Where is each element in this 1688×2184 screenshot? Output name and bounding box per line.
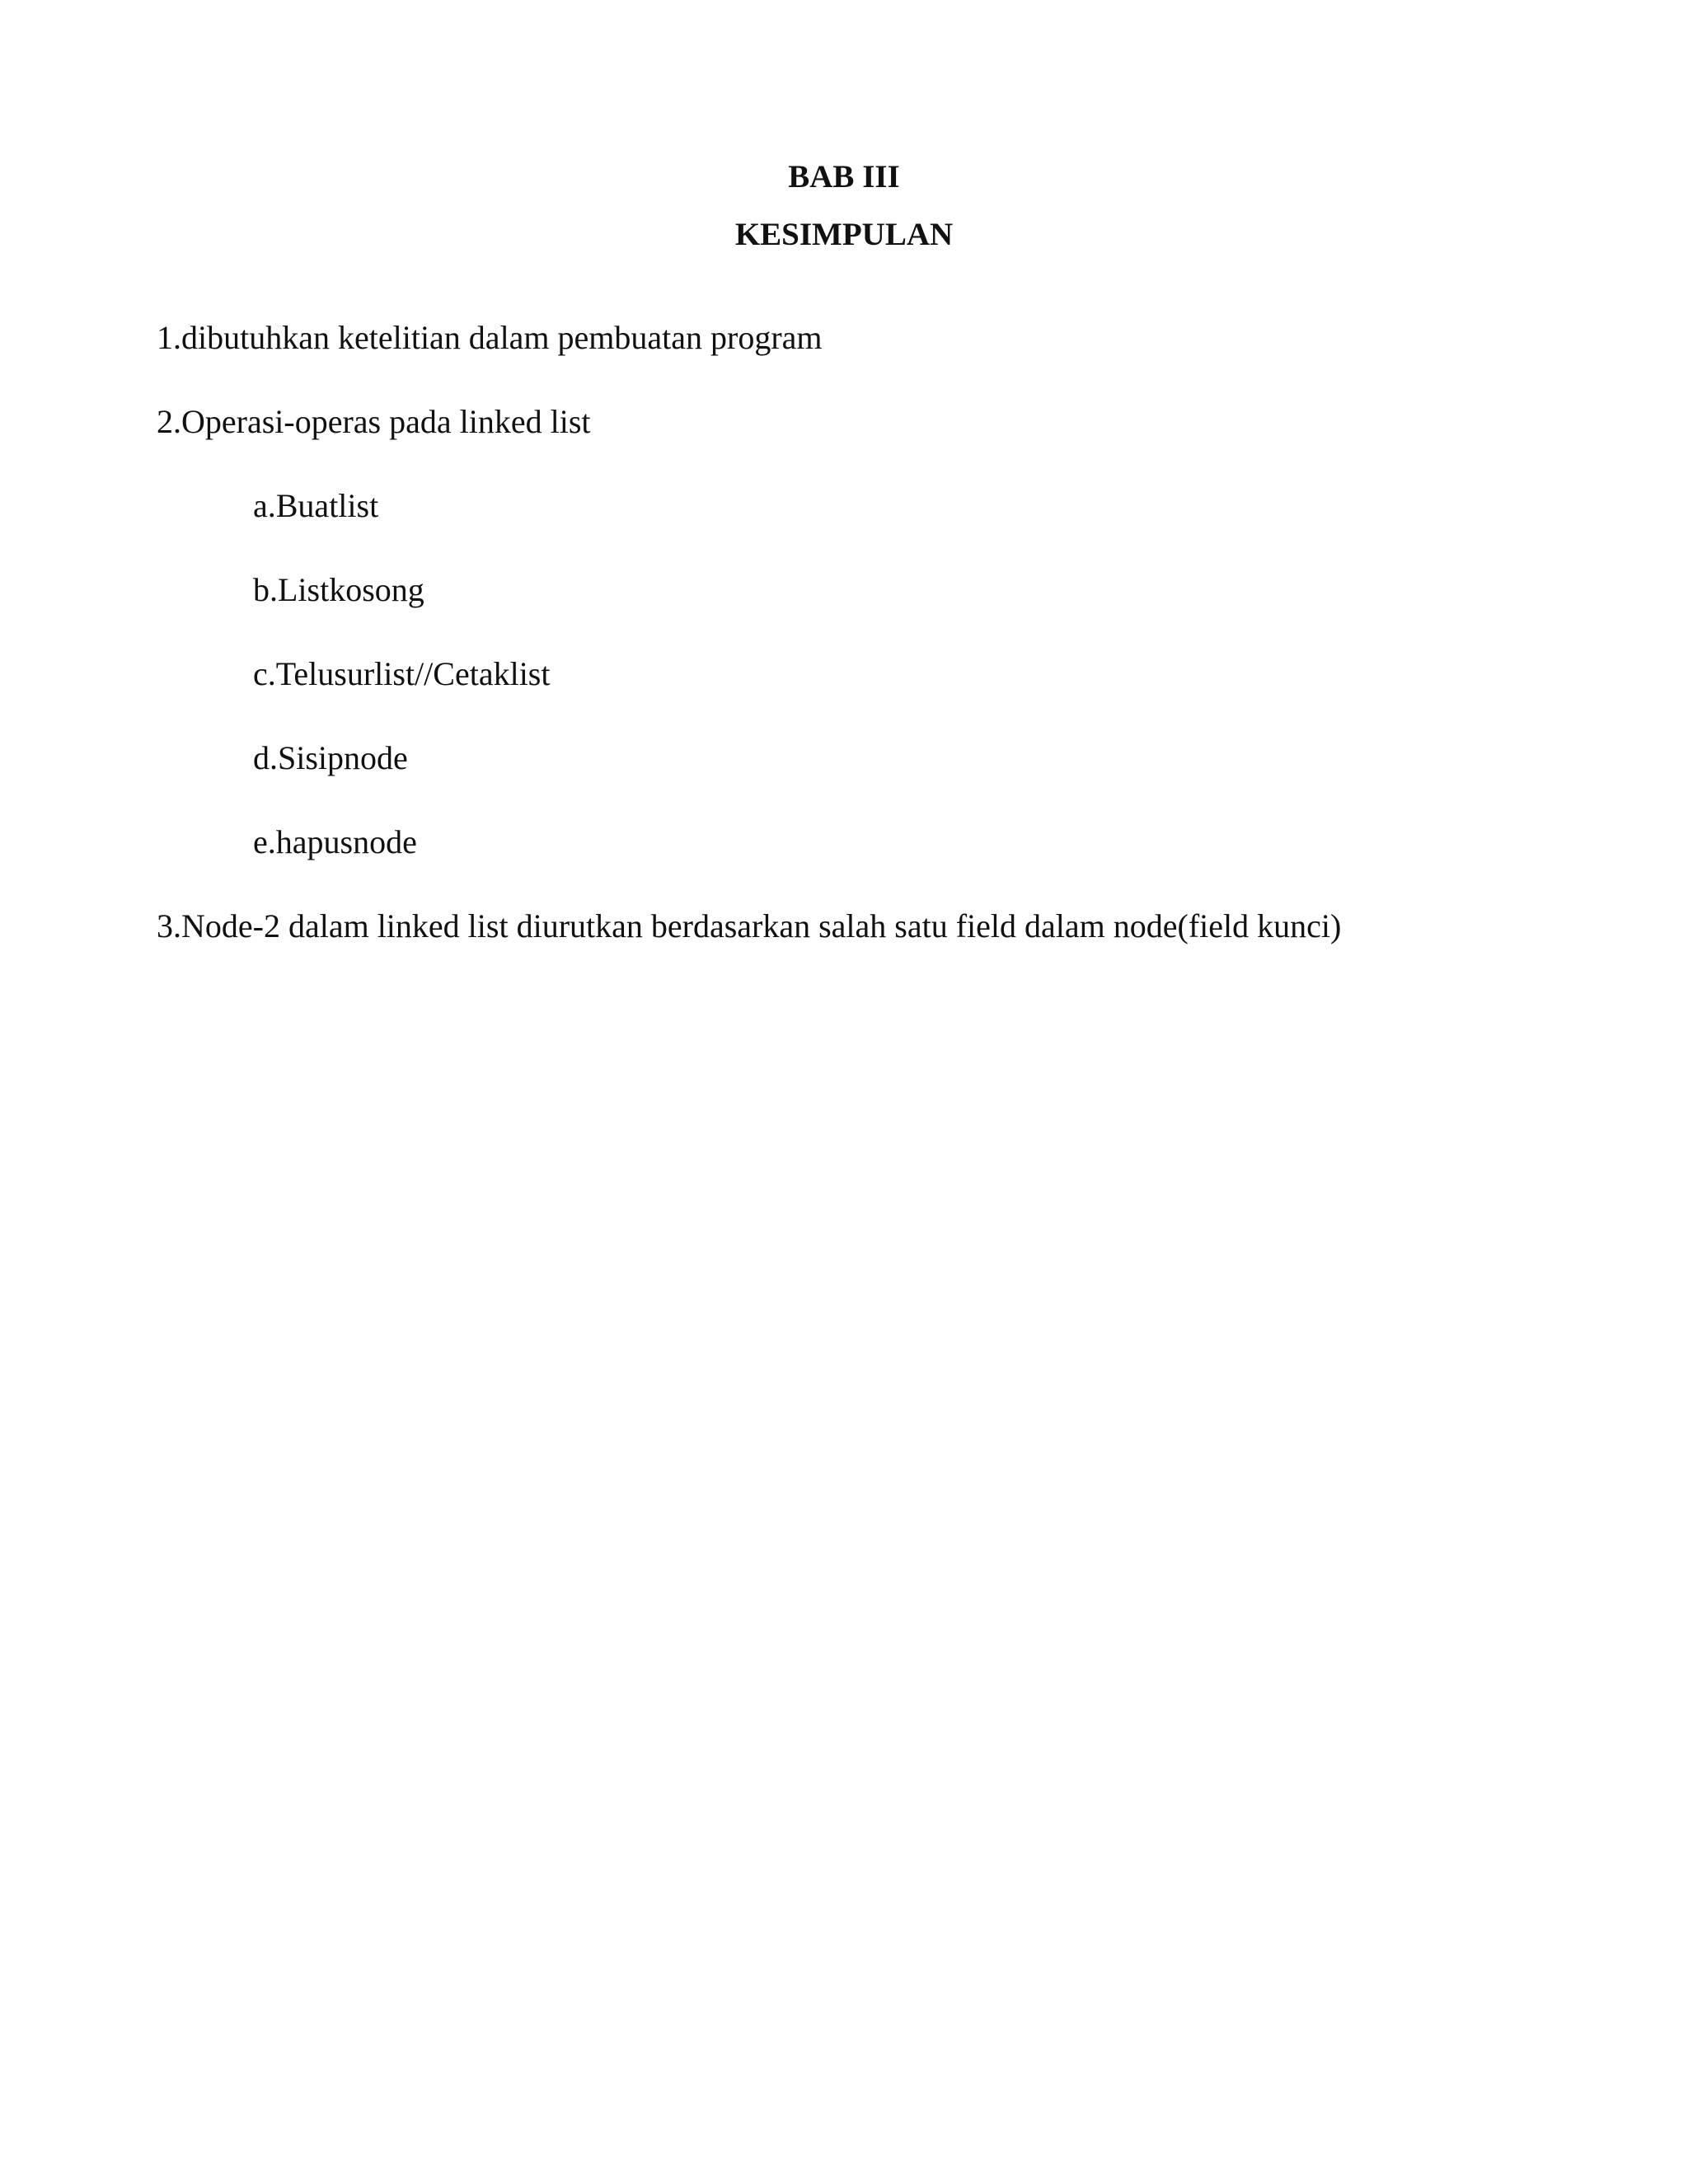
operation-item-telusurlist: c.Telusurlist//Cetaklist [253, 655, 551, 692]
section-title: KESIMPULAN [734, 217, 954, 252]
conclusion-point-1: 1.dibutuhkan ketelitian dalam pembuatan program [157, 319, 823, 356]
operation-item-buatlist: a.Buatlist [253, 487, 379, 524]
conclusion-point-3: 3.Node-2 dalam linked list diurutkan berdasarkan salah satu field dalam node(field kunci) [157, 907, 1342, 944]
chapter-heading: BAB III [788, 159, 900, 194]
operation-item-hapusnode: e.hapusnode [253, 823, 417, 860]
operation-item-sisipnode: d.Sisipnode [253, 739, 408, 776]
conclusion-point-2: 2.Operasi-operas pada linked list [157, 403, 591, 440]
operation-item-listkosong: b.Listkosong [253, 571, 424, 608]
